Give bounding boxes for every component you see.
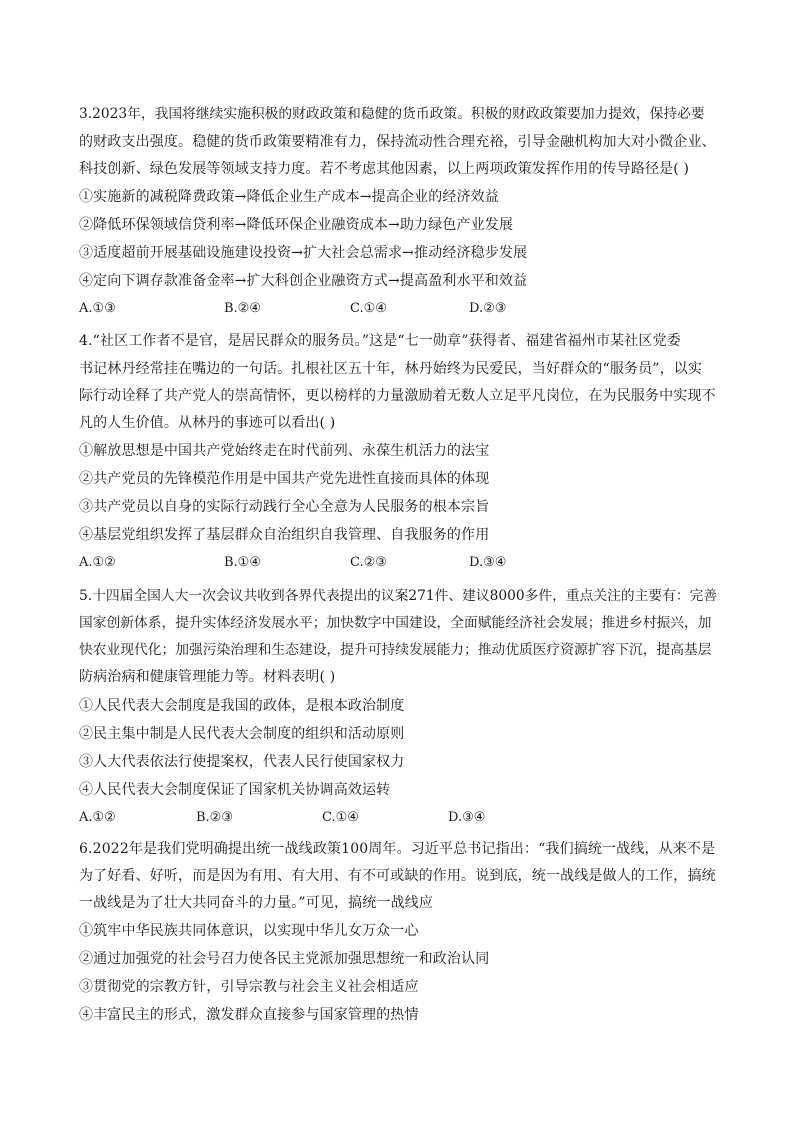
q6-stem-line-1: 6.2022年是我们党明确提出统一战线政策100周年。习近平总书记指出：“我们搞统一战线，从来不是: [79, 841, 716, 857]
q5-item-4: ④人民代表大会制度保证了国家机关协调高效运转: [79, 782, 391, 798]
q4-item-2: ②共产党员的先锋模范作用是中国共产党先进性直接而具体的体现: [79, 471, 490, 487]
q5-item-3: ③人大代表依法行使提案权，代表人民行使国家权力: [79, 754, 405, 770]
q6-item-2: ②通过加强党的社会号召力使各民主党派加强思想统一和政治认同: [79, 951, 490, 967]
q3-option-b[interactable]: B.②④: [224, 301, 261, 316]
q5-option-a[interactable]: A.①②: [79, 810, 116, 825]
q4-stem-line-4: 凡的人生价值。从林丹的事迹可以看出( ): [79, 415, 336, 431]
q3-option-d[interactable]: D.②③: [469, 301, 507, 316]
q6-item-3: ③贯彻党的宗教方针，引导宗教与社会主义社会相适应: [79, 979, 419, 995]
q5-stem-line-3: 快农业现代化；加强污染治理和生态建设，提升可持续发展能力；推动优质医疗资源扩容下沉，提高基层: [79, 642, 712, 658]
q5-stem-line-1: 5.十四届全国人大一次会议共收到各界代表提出的议案271件、建议8000多件，重点关注的主要有：完善: [79, 588, 718, 604]
q3-option-c[interactable]: C.①④: [350, 301, 387, 316]
q6-stem-line-3: 一战线是为了壮大共同奋斗的力量。”可见，搞统一战线应: [79, 895, 434, 911]
q3-option-a[interactable]: A.①③: [79, 301, 116, 316]
q3-stem-line-1: 3.2023年，我国将继续实施积极的财政政策和稳健的货币政策。积极的财政政策要加力提效，保持必要: [79, 106, 705, 122]
q3-stem-line-2: 的财政支出强度。稳健的货币政策要精准有力，保持流动性合理充裕，引导金融机构加大对小微企业、: [79, 134, 716, 150]
q3-stem-line-3: 科技创新、绿色发展等领域支持力度。若不考虑其他因素，以上两项政策发挥作用的传导路径是( ): [79, 161, 690, 177]
q4-option-c[interactable]: C.②③: [350, 555, 387, 570]
q3-item-1: ①实施新的减税降费政策→降低企业生产成本→提高企业的经济效益: [79, 189, 499, 205]
q5-stem-line-2: 国家创新体系，提升实体经济发展水平；加快数字中国建设，全面赋能经济社会发展；推进乡村振兴，加: [79, 615, 712, 631]
q4-option-d[interactable]: D.③④: [469, 555, 507, 570]
q5-item-1: ①人民代表大会制度是我国的政体，是根本政治制度: [79, 698, 405, 714]
q4-stem-line-1: 4.“社区工作者不是官，是居民群众的服务员。”这是“七一勋章”获得者、福建省福州市某社区党委: [79, 333, 681, 349]
q4-item-3: ③共产党员以自身的实际行动践行全心全意为人民服务的根本宗旨: [79, 499, 490, 515]
q5-option-b[interactable]: B.②③: [196, 810, 233, 825]
q6-item-4: ④丰富民主的形式，激发群众直接参与国家管理的热情: [79, 1007, 419, 1023]
q5-option-d[interactable]: D.③④: [448, 810, 486, 825]
q4-item-1: ①解放思想是中国共产党始终走在时代前列、永葆生机活力的法宝: [79, 443, 490, 459]
q3-item-3: ③适度超前开展基础设施建设投资→扩大社会总需求→推动经济稳步发展: [79, 245, 528, 261]
q4-option-b[interactable]: B.①④: [224, 555, 261, 570]
q6-item-1: ①筑牢中华民族共同体意识，以实现中华儿女万众一心: [79, 923, 419, 939]
q4-stem-line-2: 书记林丹经常挂在嘴边的一句话。扎根社区五十年，林丹始终为民爱民，当好群众的“服务员”，以实: [79, 361, 703, 377]
q3-item-2: ②降低环保领域信贷利率→降低环保企业融资成本→助力绿色产业发展: [79, 217, 514, 233]
q4-stem-line-3: 际行动诠释了共产党人的崇高情怀，更以榜样的力量激励着无数人立足平凡岗位，在为民服务中实现不: [79, 388, 716, 404]
q3-item-4: ④定向下调存款准备金率→扩大科创企业融资方式→提高盈利水平和效益: [79, 273, 528, 289]
q5-option-c[interactable]: C.①④: [322, 810, 359, 825]
q6-stem-line-2: 为了好看、好听，而是因为有用、有大用、有不可或缺的作用。说到底，统一战线是做人的工作，搞统: [79, 868, 716, 884]
q5-item-2: ②民主集中制是人民代表大会制度的组织和活动原则: [79, 726, 405, 742]
q4-option-a[interactable]: A.①②: [79, 555, 116, 570]
q4-item-4: ④基层党组织发挥了基层群众自治组织自我管理、自我服务的作用: [79, 527, 490, 543]
q5-stem-line-4: 防病治病和健康管理能力等。材料表明( ): [79, 669, 336, 685]
